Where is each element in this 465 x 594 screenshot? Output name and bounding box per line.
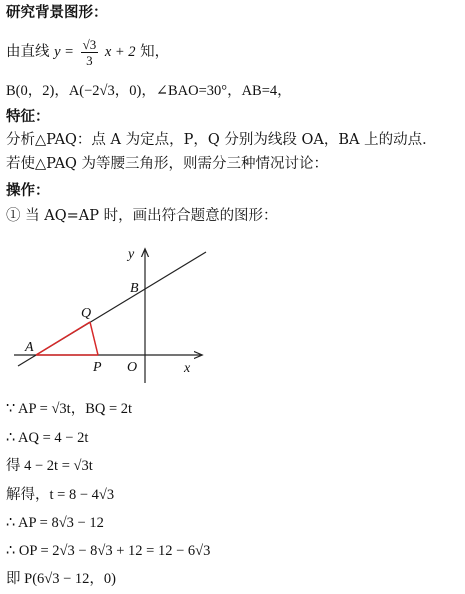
- fraction-numerator: √3: [82, 36, 97, 52]
- features-title: 特征：: [6, 109, 50, 125]
- segment-aq: [36, 322, 90, 355]
- step-3: 得 4 − 2t = √3t: [6, 458, 93, 474]
- label-q: Q: [81, 306, 92, 321]
- label-o: O: [127, 360, 138, 375]
- equation-fraction: [81, 37, 99, 68]
- step-7: 即 P(6√3 − 12，0): [6, 571, 116, 587]
- step-6: ∴ OP = 2√3 − 8√3 + 12 = 12 − 6√3: [6, 543, 211, 559]
- analysis-line-2: 若使△PAQ 为等腰三角形，则需分三种情况讨论：: [6, 156, 329, 172]
- step-2: ∴ AQ = 4 − 2t: [6, 430, 89, 446]
- label-y: y: [128, 247, 135, 262]
- equation-suffix: 知，: [140, 44, 170, 60]
- label-p: P: [93, 360, 102, 375]
- segment-qp: [90, 322, 98, 355]
- case-1-text: ① 当 AQ=AP 时，画出符合题意的图形：: [6, 208, 278, 224]
- line-equation: [6, 33, 169, 71]
- label-b: B: [130, 281, 139, 296]
- equation-y: y =: [54, 44, 74, 60]
- step-1: ∵ AP = √3t，BQ = 2t: [6, 401, 133, 417]
- section-heading-background: 研究背景图形：: [6, 5, 108, 21]
- known-points: B(0，2)，A(−2√3，0)，∠BAO=30°，AB=4，: [6, 83, 292, 99]
- geometry-figure: [8, 238, 228, 388]
- equation-prefix: 由直线: [6, 44, 50, 60]
- fraction-denominator: 3: [86, 52, 93, 68]
- analysis-line-1: 分析△PAQ：点 A 为定点，P，Q 分别为线段 OA，BA 上的动点．: [6, 132, 437, 148]
- equation-x-term: x + 2: [104, 44, 136, 60]
- step-4: 解得，t = 8 − 4√3: [6, 487, 115, 503]
- operation-title: 操作：: [6, 183, 50, 199]
- step-5: ∴ AP = 8√3 − 12: [6, 515, 104, 531]
- label-x: x: [184, 361, 191, 376]
- label-a: A: [25, 340, 34, 355]
